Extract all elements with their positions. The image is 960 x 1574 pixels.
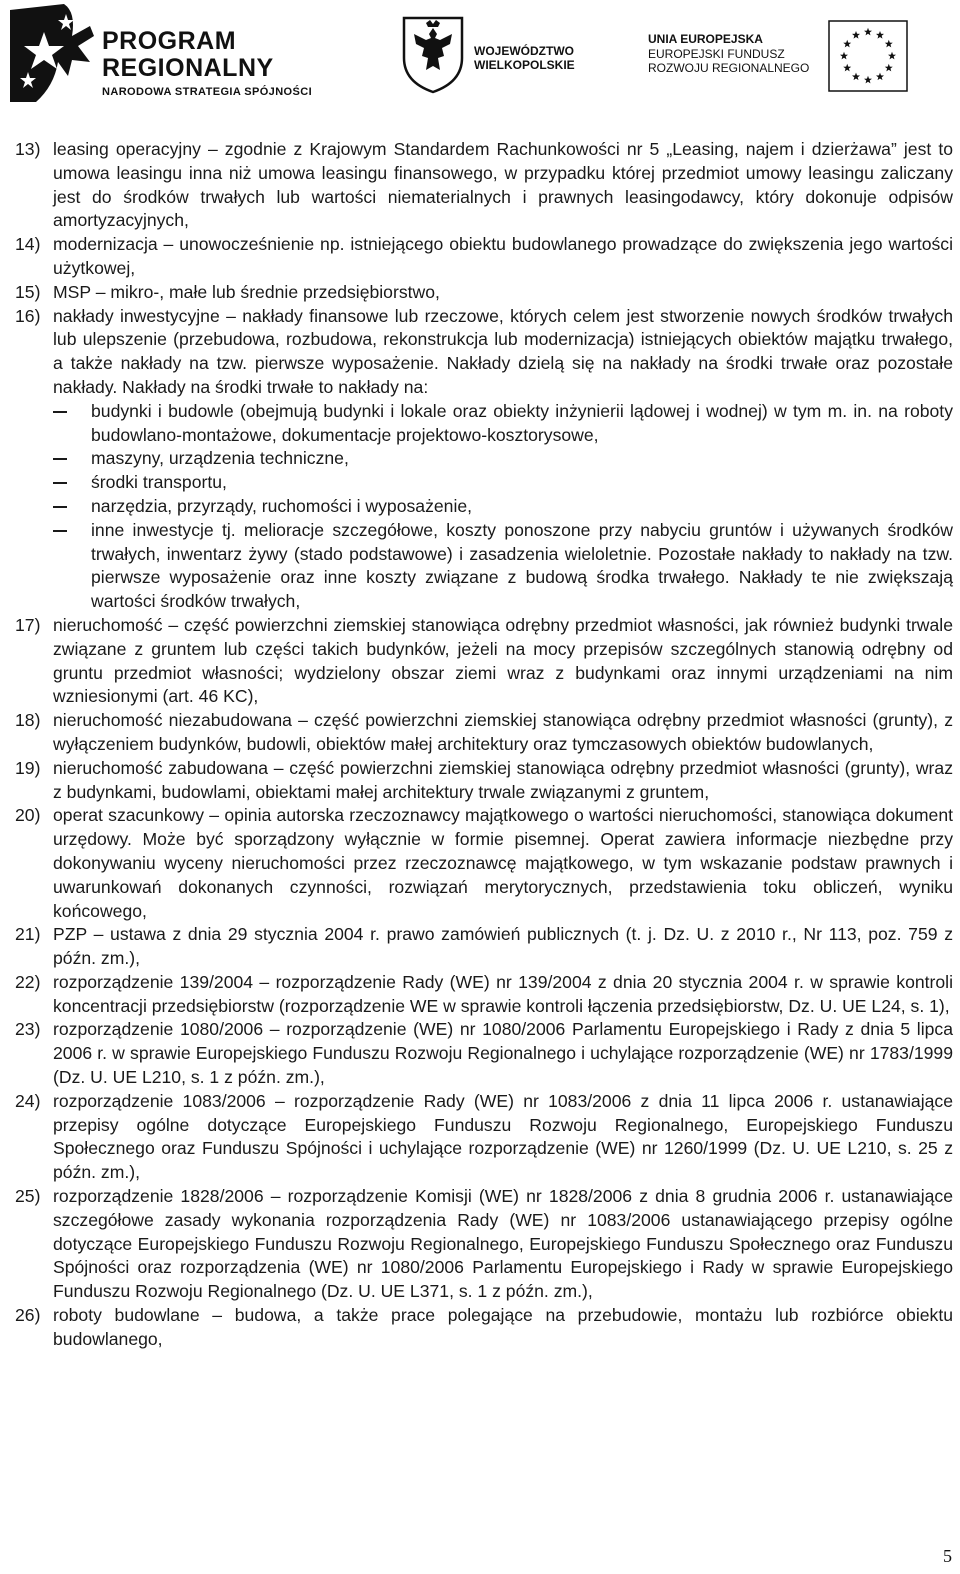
- sub-list-item: [53, 400, 953, 448]
- item-number: 23): [15, 1019, 41, 1040]
- star-emblem-icon: [6, 2, 96, 106]
- list-item: [15, 281, 953, 305]
- dash-bullet-icon: [53, 411, 67, 413]
- item-text: rozporządzenie 1080/2006 – rozporządzenie (WE) nr 1080/2006 Parlamentu Europejskiego i Rady z dnia 5 lipca 2006 r. w sprawie Europejskiego Funduszu Rozwoju Regionalnego i uchylające rozporządzenie (WE) nr 1783/1999 (Dz. U. UE L210, s. 1 z późn. zm.),: [53, 1019, 953, 1088]
- sub-item-text: budynki i budowle (obejmują budynki i lokale oraz obiekty inżynierii lądowej i wodnej) w tym m. in. na roboty budowlano-montażowe, dokumentacje projektowo-kosztorysowe,: [91, 400, 953, 445]
- eu-title: UNIA EUROPEJSKA: [648, 32, 763, 46]
- dash-bullet-icon: [53, 530, 67, 532]
- page-number: 5: [943, 1546, 952, 1566]
- woj-line-2: WIELKOPOLSKIE: [474, 58, 575, 72]
- item-number: 14): [15, 234, 41, 255]
- item-number: 13): [15, 139, 41, 159]
- item-text: rozporządzenie 1083/2006 – rozporządzenie Rady (WE) nr 1083/2006 z dnia 11 lipca 2006 r. ustanawiające przepisy ogólne dotyczące Europejskiego Funduszu Rozwoju Regionalnego, Europejskiego Funduszu Społecznego oraz Funduszu Spójności i uchylające rozporządzenie (WE) nr 1260/1999 (Dz. U. UE L210, s. 25 z późn. zm.),: [53, 1090, 953, 1183]
- list-item: [15, 757, 953, 805]
- program-regionalny-logo: [6, 2, 336, 106]
- dash-bullet-icon: [53, 482, 67, 484]
- eu-flag-icon: [828, 20, 908, 92]
- list-item: [15, 971, 953, 1019]
- sub-item-text: inne inwestycje tj. melioracje szczegółowe, koszty ponoszone przy nabyciu gruntów i używanych środków trwałych, inwentarz żywy (stado podstawowe) i zasadzenia wieloletnie. Pozostałe nakłady to nakłady na tzw. pierwsze wyposażenie oraz inne koszty związane z budową środka trwałego. Nakłady te nie zwiększają wartości środków trwałych,: [91, 519, 953, 612]
- sub-item-text: środki transportu,: [91, 472, 227, 493]
- program-subtitle: REGIONALNY: [102, 54, 274, 82]
- item-text: PZP – ustawa z dnia 29 stycznia 2004 r. prawo zamówień publicznych (t. j. Dz. U. z 2010 r., Nr 113, poz. 759 z późn. zm.),: [53, 924, 953, 969]
- dash-bullet-icon: [53, 506, 67, 508]
- item-number: 25): [15, 1186, 41, 1207]
- item-number: 21): [15, 924, 41, 945]
- page-header: [0, 0, 960, 110]
- item-number: 16): [15, 305, 41, 326]
- item-text: rozporządzenie 139/2004 – rozporządzenie Rady (WE) nr 139/2004 z dnia 20 stycznia 2004 r. w sprawie kontroli koncentracji przedsiębiorstw (rozporządzenie WE w sprawie kontroli łączenia przedsiębiorstw, Dz. U. UE L24, s. 1),: [53, 971, 953, 1016]
- item-text: nieruchomość – część powierzchni ziemskiej stanowiąca odrębny przedmiot własności, jak również budynki trwale związane z gruntem lub części takich budynków, jeżeli na mocy przepisów szczególnych stanowią odrębny od gruntu przedmiot własności; wydzielony obszar ziemi wraz z budynkami oraz innymi urządzeniami na nim wzniesionymi (art. 46 KC),: [53, 614, 953, 707]
- list-item: [15, 923, 953, 971]
- item-text: operat szacunkowy – opinia autorska rzeczoznawcy majątkowego o wartości nieruchomości, stanowiąca dokument urzędowy. Może być sporządzony wyłącznie w formie pisemnej. Operat zawiera informacje niezbędne przy dokonywaniu wyceny nieruchomości przez rzeczoznawcę majątkowego, w tym wskazanie podstaw prawnych i uwarunkowań dokonanych czynności, rozwiązań merytorycznych, przedstawienia toku obliczeń, wyniku końcowego,: [53, 805, 953, 921]
- item-text: modernizacja – unowocześnienie np. istniejącego obiektu budowlanego prowadzące do zwiększenia jego wartości użytkowej,: [53, 234, 953, 278]
- sub-list-item: [53, 471, 953, 495]
- woj-line-1: WOJEWÓDZTWO: [474, 44, 574, 58]
- item-number: 18): [15, 710, 41, 731]
- list-item: [15, 1018, 953, 1089]
- eagle-crest-icon: [400, 14, 466, 94]
- sub-list-item: [53, 495, 953, 519]
- definitions-list: [15, 138, 953, 1352]
- sub-item-text: maszyny, urządzenia techniczne,: [91, 448, 349, 469]
- item-text: MSP – mikro-, małe lub średnie przedsiębiorstwo,: [53, 281, 440, 302]
- item-number: 26): [15, 1305, 41, 1326]
- list-item: [15, 305, 953, 614]
- eu-fund-logo: [640, 14, 950, 98]
- list-item: [15, 1090, 953, 1185]
- item-number: 17): [15, 614, 41, 635]
- list-item: [15, 1304, 953, 1352]
- item-text: nieruchomość zabudowana – część powierzchni ziemskiej stanowiąca odrębny przedmiot własności (grunty), wraz z budynkami, budowlami, obiektami małej architektury trwale związanymi z gruntem,: [53, 757, 953, 802]
- sub-list: [53, 400, 953, 614]
- item-number: 19): [15, 757, 41, 778]
- item-text: nieruchomość niezabudowana – część powierzchni ziemskiej stanowiąca odrębny przedmiot własności (grunty), z wyłączeniem budynków, budowli, obiektów małej architektury oraz tymczasowych obiektów budowlanych,: [53, 710, 953, 754]
- list-item: [15, 138, 953, 233]
- eu-fund-line-2: ROZWOJU REGIONALNEGO: [648, 61, 810, 75]
- item-number: 15): [15, 281, 41, 302]
- list-item: [15, 1185, 953, 1304]
- program-tagline: NARODOWA STRATEGIA SPÓJNOŚCI: [102, 86, 313, 98]
- list-item: [15, 614, 953, 709]
- item-number: 20): [15, 805, 41, 826]
- item-number: 24): [15, 1090, 41, 1111]
- wojewodztwo-logo: [400, 14, 600, 98]
- item-number: 22): [15, 971, 41, 992]
- list-item: [15, 709, 953, 757]
- item-text: leasing operacyjny – zgodnie z Krajowym Standardem Rachunkowości nr 5 „Leasing, najem i dzierżawa” jest to umowa leasingu inna niż umowa leasingu finansowego, w przypadku której przedmiot umowy leasingu zaliczany jest do środków trwałych lub wartości niematerialnych i prawnych leasingodawcy, który dokonuje odpisów amortyzacyjnych,: [53, 139, 953, 231]
- item-text: nakłady inwestycyjne – nakłady finansowe lub rzeczowe, których celem jest stworzenie nowych środków trwałych lub ulepszenie (przebudowa, rozbudowa, rekonstrukcja lub modernizacja) istniejących obiektów majątku trwałego, a także nakłady na tzw. pierwsze wyposażenie. Nakłady dzielą się na nakłady na środki trwałe oraz pozostałe nakłady. Nakłady na środki trwałe to nakłady na:: [53, 305, 953, 397]
- list-item: [15, 804, 953, 923]
- item-text: roboty budowlane – budowa, a także prace polegające na przebudowie, montażu lub rozbiórce obiektu budowlanego,: [53, 1305, 953, 1349]
- sub-list-item: [53, 519, 953, 614]
- eu-fund-line: EUROPEJSKI FUNDUSZ: [648, 46, 785, 61]
- program-title: PROGRAM: [102, 27, 237, 55]
- sub-list-item: [53, 447, 953, 471]
- dash-bullet-icon: [53, 458, 67, 460]
- item-text: rozporządzenie 1828/2006 – rozporządzenie Komisji (WE) nr 1828/2006 z dnia 8 grudnia 2006 r. ustanawiające szczegółowe zasady wykonania rozporządzenia Rady (WE) nr 1083/2006 ustanawiającego przepisy ogólne dotyczące Europejskiego Funduszu Rozwoju Regionalnego, Europejskiego Funduszu Społecznego oraz Funduszu Spójności oraz rozporządzenia (WE) nr 1080/2006 Parlamentu Europejskiego i Rady w sprawie Europejskiego Funduszu Rozwoju Regionalnego (Dz. U. UE L371, s. 1 z późn. zm.),: [53, 1186, 953, 1302]
- list-item: [15, 233, 953, 281]
- sub-item-text: narzędzia, przyrządy, ruchomości i wyposażenie,: [91, 495, 473, 516]
